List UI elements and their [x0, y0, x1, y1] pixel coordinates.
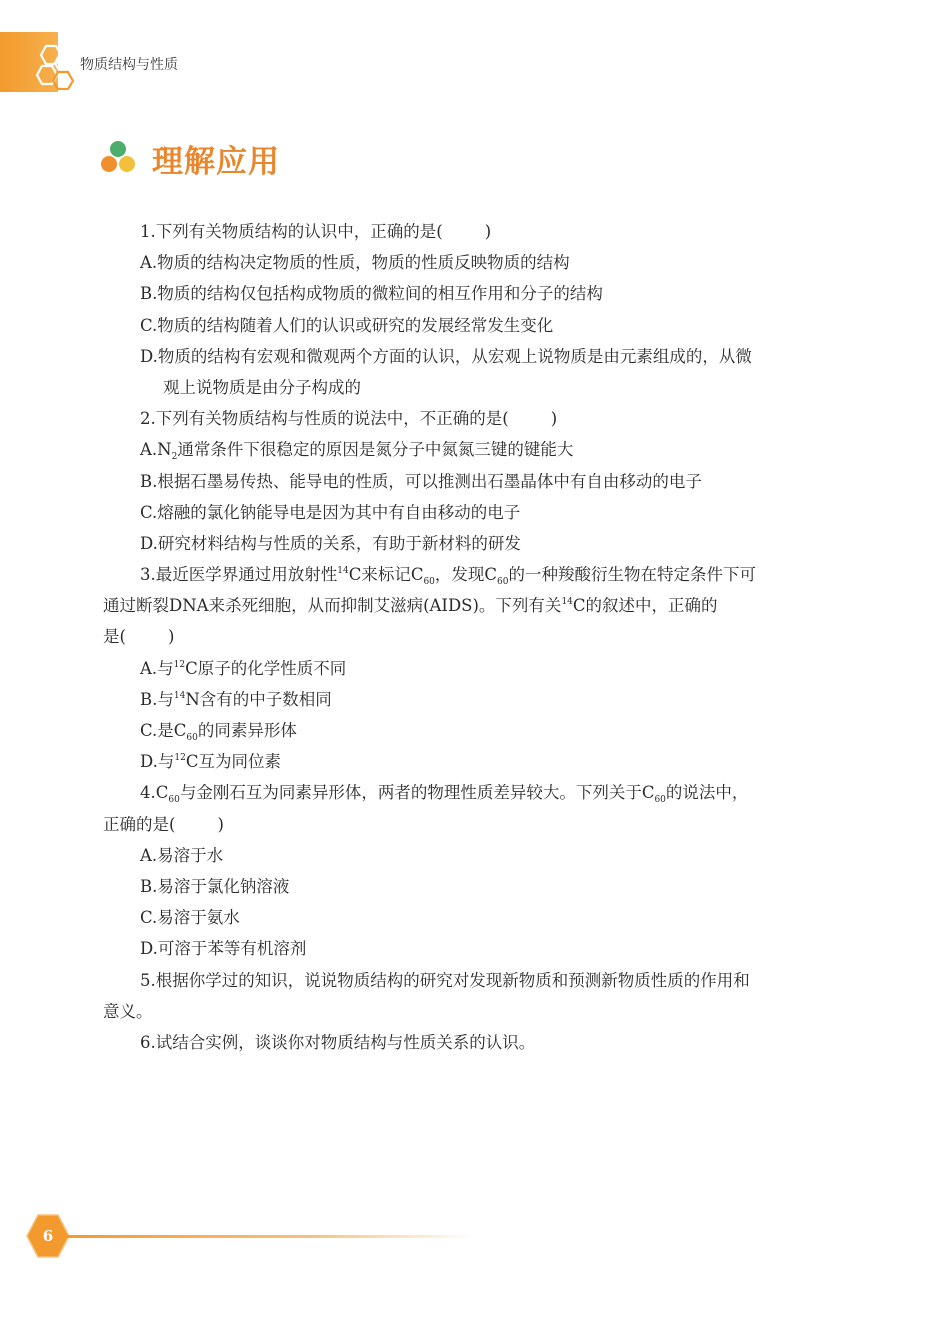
question-text: 的一种羧酸衍生物在特定条件下可 — [508, 565, 756, 585]
question-text: 通过断裂DNA来杀死细胞，从而抑制艾滋病(AIDS)。下列有关 — [103, 596, 562, 616]
option-a — [103, 434, 855, 465]
option-b: B.根据石墨易传热、能导电的性质，可以推测出石墨晶体中有自由移动的电子 — [140, 471, 702, 491]
subscript: 2 — [171, 452, 178, 463]
paren-close: ) — [217, 814, 224, 834]
superscript: 12 — [173, 659, 186, 670]
option-text: C原子的化学性质不同 — [185, 658, 347, 678]
superscript: 12 — [174, 753, 186, 764]
option-text: C.是C — [140, 721, 187, 740]
question-2 — [103, 403, 855, 434]
option-d: D.物质的结构有宏观和微观两个方面的认识，从宏观上说物质是由元素组成的，从微 — [140, 346, 752, 366]
question-text: 正确的是( — [103, 814, 176, 834]
question-text: 与金刚石互为同素异形体，两者的物理性质差异较大。下列关于C — [179, 783, 655, 803]
question-3-line-3 — [103, 621, 855, 652]
option-text: D.与 — [140, 752, 175, 772]
question-text: C的叙述中，正确的 — [572, 596, 718, 616]
paren-close: ) — [167, 627, 175, 647]
question-6: 6.试结合实例，谈谈你对物质结构与性质关系的认识。 — [140, 1032, 536, 1052]
option-a: A.物质的结构决定物质的性质，物质的性质反映物质的结构 — [140, 253, 570, 273]
question-stem: 2.下列有关物质结构与性质的说法中，不正确的是( — [140, 409, 509, 429]
option-b: B.易溶于氯化钠溶液 — [140, 876, 290, 896]
question-1 — [103, 216, 855, 247]
footer-divider — [66, 1235, 476, 1238]
question-5-line-2: 意义。 — [103, 1001, 153, 1021]
question-text: 的说法中， — [665, 783, 749, 803]
subscript: 60 — [654, 795, 666, 806]
subscript: 60 — [423, 577, 435, 588]
header-title: 物质结构与性质 — [80, 57, 178, 73]
option-text: 的同素异形体 — [197, 721, 297, 740]
option-a: A.易溶于水 — [140, 845, 224, 865]
paren-close: ) — [484, 222, 492, 241]
option-text: 通常条件下很稳定的原因是氮分子中氮氮三键的键能大 — [177, 440, 574, 460]
option-d-continued: 观上说物质是由分子构成的 — [163, 377, 361, 397]
superscript: 14 — [561, 597, 573, 608]
option-text: N含有的中子数相同 — [185, 689, 332, 709]
subscript: 60 — [168, 795, 180, 806]
option-b: B.物质的结构仅包括构成物质的微粒间的相互作用和分子的结构 — [140, 284, 603, 304]
superscript: 14 — [173, 690, 186, 701]
question-4 — [103, 777, 855, 808]
superscript: 14 — [337, 566, 349, 577]
question-4-line-2 — [103, 809, 855, 840]
subscript: 60 — [186, 733, 198, 743]
option-c: C.物质的结构随着人们的认识或研究的发展经常发生变化 — [140, 315, 554, 335]
exercise-list — [103, 216, 855, 1058]
question-text: ，发现C — [434, 565, 498, 585]
question-stem: 1.下列有关物质结构的认识中，正确的是( — [140, 222, 443, 241]
option-a — [103, 653, 855, 684]
subscript: 60 — [497, 577, 509, 588]
option-text: A.N — [140, 440, 172, 460]
question-text: 3.最近医学界通过用放射性 — [140, 565, 338, 585]
option-c: C.易溶于氨水 — [140, 908, 240, 928]
option-text: A.与 — [140, 658, 174, 678]
question-text: C来标记C — [348, 565, 424, 585]
option-d: D.研究材料结构与性质的关系，有助于新材料的研发 — [140, 533, 521, 553]
question-5: 5.根据你学过的知识，说说物质结构的研究对发现新物质和预测新物质性质的作用和 — [140, 970, 750, 990]
option-text: B.与 — [140, 689, 174, 709]
page-number: 6 — [42, 1227, 54, 1245]
question-text: 4.C — [140, 783, 169, 803]
option-b — [103, 684, 855, 715]
option-c: C.熔融的氯化钠能导电是因为其中有自由移动的电子 — [140, 502, 521, 522]
option-d: D.可溶于苯等有机溶剂 — [140, 939, 307, 959]
option-text: C互为同位素 — [185, 752, 281, 772]
three-dot-icon — [100, 140, 136, 174]
option-d — [103, 746, 855, 777]
question-3 — [103, 559, 855, 590]
paren-close: ) — [550, 409, 558, 429]
option-c — [103, 715, 855, 746]
hexagon-cluster-icon — [32, 44, 80, 90]
question-text: 是( — [103, 627, 126, 647]
question-3-line-2 — [103, 590, 855, 621]
section-title: 理解应用 — [152, 144, 280, 180]
